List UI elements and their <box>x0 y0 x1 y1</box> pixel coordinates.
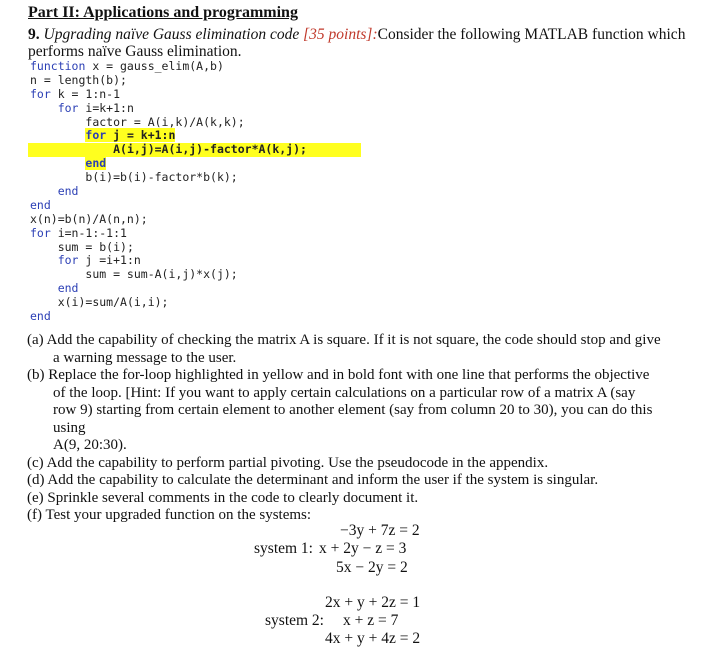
question-title: Upgrading naïve Gauss elimination code <box>43 26 300 43</box>
code-text: x = gauss_elim(A,b) <box>85 59 224 73</box>
code-line-highlighted <box>30 143 430 157</box>
code-line <box>30 74 430 88</box>
task-item-b: (b) Replace the for-loop highlighted in yellow and in bold font with one line that performs the objective <box>27 367 650 383</box>
system-2-equation: x + z = 7 <box>343 612 399 629</box>
question-intro-b: function which <box>588 26 686 43</box>
code-line <box>30 116 430 130</box>
system-1-equation: x + 2y − z = 3 <box>319 540 407 557</box>
task-item-f: (f) Test your upgraded function on the systems: <box>27 507 312 523</box>
task-list <box>27 332 707 525</box>
code-keyword: for <box>57 100 79 115</box>
code-line <box>30 60 430 74</box>
question-points: [35 points]: <box>303 26 378 43</box>
code-keyword: end <box>30 197 51 212</box>
code-text: i=k+1:n <box>78 100 134 115</box>
code-line <box>30 213 430 227</box>
code-line <box>30 88 430 102</box>
code-text: k = 1:n-1 <box>50 86 121 101</box>
section-heading: Part II: Applications and programming <box>28 4 298 21</box>
code-text: j =i+1:n <box>78 253 141 268</box>
code-text: x(i)=sum/A(i,i); <box>57 295 169 310</box>
code-text: j = k+1:n <box>106 128 176 143</box>
code-text: sum = b(i); <box>57 239 134 254</box>
code-keyword: end <box>85 156 107 171</box>
code-text: x(n)=b(n)/A(n,n); <box>30 211 148 226</box>
code-keyword: for <box>30 86 51 101</box>
code-line <box>30 185 430 199</box>
code-line <box>30 227 430 241</box>
code-keyword: function <box>30 59 86 73</box>
code-text: i=n-1:-1:1 <box>50 225 127 240</box>
code-keyword: for <box>30 225 51 240</box>
code-line <box>30 171 430 185</box>
task-item-e: (e) Sprinkle several comments in the code to clearly document it. <box>27 489 419 506</box>
code-line <box>30 282 430 296</box>
task-item-b-cont: of the loop. [Hint: If you want to apply certain calculations on a particular row of a matrix A (say <box>53 384 636 401</box>
code-line <box>30 199 430 213</box>
matlab-label: MATLAB <box>524 26 589 43</box>
code-keyword: for <box>57 253 79 268</box>
code-text: A(i,j)=A(i,j)-factor*A(k,j); <box>113 142 307 157</box>
question-number: 9. <box>28 26 40 43</box>
code-keyword: end <box>30 309 51 324</box>
code-line <box>30 102 430 116</box>
system-2-label: system 2: <box>265 612 324 629</box>
code-line <box>30 296 430 310</box>
system-1-equation: 5x − 2y = 2 <box>336 559 408 576</box>
code-line-highlighted <box>30 157 430 171</box>
system-2-equation: 2x + y + 2z = 1 <box>325 594 421 611</box>
task-item-b-example: A(9, 20:30). <box>53 437 127 453</box>
code-listing <box>30 60 430 324</box>
system-2-equation: 4x + y + 4z = 2 <box>325 630 421 647</box>
task-item-a-cont: a warning message to the user. <box>53 349 237 366</box>
code-keyword: for <box>85 128 107 143</box>
code-keyword: end <box>57 281 79 296</box>
code-text: b(i)=b(i)-factor*b(k); <box>85 170 238 185</box>
question-line-1 <box>28 26 685 44</box>
system-1-equation: −3y + 7z = 2 <box>340 522 420 539</box>
code-keyword: end <box>57 184 79 199</box>
task-item-a: (a) Add the capability of checking the matrix A is square. If it is not square, the code should stop and give <box>27 332 661 348</box>
code-line <box>30 241 430 255</box>
task-item-d: (d) Add the capability to calculate the determinant and inform the user if the system is singular. <box>27 472 599 488</box>
code-line <box>30 268 430 282</box>
task-item-b-cont: row 9) starting from certain element to another element (say from column 20 to 30), you can do this <box>53 402 653 418</box>
task-item-c: (c) Add the capability to perform partial pivoting. Use the pseudocode in the appendix. <box>27 454 549 471</box>
code-text: factor = A(i,k)/A(k,k); <box>85 114 245 129</box>
question-intro-a: Consider the following <box>377 26 525 43</box>
task-item-b-cont: using <box>53 419 86 436</box>
code-text: n = length(b); <box>30 72 127 87</box>
system-1-label: system 1: <box>254 540 313 557</box>
question-line-2: performs naïve Gauss elimination. <box>28 43 242 60</box>
code-line <box>30 254 430 268</box>
code-text: sum = sum-A(i,j)*x(j); <box>85 267 238 282</box>
code-line <box>30 310 430 324</box>
